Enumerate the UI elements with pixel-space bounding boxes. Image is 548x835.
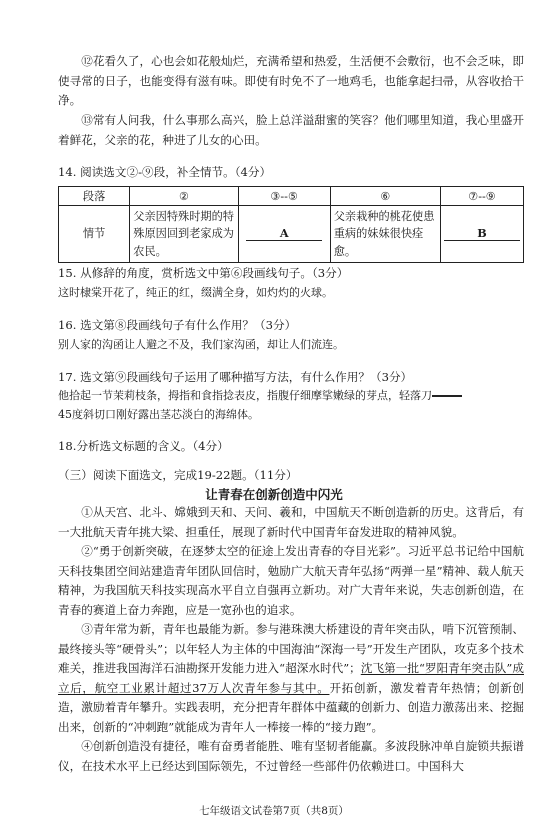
page-footer: 七年级语文试卷第7页（共8页） [199,805,349,817]
question-15: 15. 从修辞的角度，赏析选文中第⑥段画线句子。（3分） [58,266,349,280]
paragraph-13: ⑬常有人问我，什么事那么高兴，脸上总洋溢甜蜜的笑容？他们哪里知道，我心里盛开着鲜花，父亲的花，种进了儿女的心田。 [58,113,524,147]
table-header-6: ⑥ [330,187,440,206]
table-header-3-5: ③--⑤ [238,187,330,206]
question-16: 16. 选文第⑧段画线句子有什么作用？（3分） [58,318,297,332]
article-paragraph-4: ④创新创造没有捷径，唯有奋勇者能胜、唯有坚韧者能赢。多波段脉冲单自旋锁共振谱仪，在技术水平上已经达到国际领先，不过曾经一些部件仍依赖进口。中国科大 [58,739,524,773]
answer-17-line2: 45度斜切口刚好露出茎芯淡白的海绵体。 [58,408,259,421]
underlined-sentence: 沈飞第一批“罗阳青年突击队”成立后，航空工业累计超过37万人次青年参与其中。 [58,661,524,695]
article-paragraph-2: ②“勇于创新突破，在逐梦太空的征途上发出青春的夺目光彩”。习近平总书记给中国航天科技集团空间站建造青年团队回信时，勉励广大航天青年弘扬“两弹一星”精神、载人航天精神，为我国航天科技实现高水平自立自强再立新功。对广大青年来说，失志创新创造，在青春的赛道上奋力奔跑，应是一宽孙也的追求。 [58,544,524,617]
answer-17-line1 [58,386,524,405]
plot-table [58,186,524,263]
question-14: 14. 阅读选文②-⑨段，补全情节。（4分） [58,165,272,179]
answer-15: 这时棣棠开花了，纯正的红，缀满全身，如灼灼的火球。 [58,286,333,299]
paragraph-12: ⑫花看久了，心也会如花般灿烂，充满希望和热爱，生活便不会敷衍，也不会乏味，即使寻常的日子，也能变得有滋有味。即使有时免不了一地鸡毛，也能拿起扫帚，从容收拾干净。 [58,54,524,107]
table-cell-6: 父亲栽种的桃花使患重病的妹妹很快痊愈。 [330,206,440,263]
blank-a[interactable]: A [246,226,322,241]
blank-b[interactable]: B [444,226,520,241]
article-title: 让青春在创新创造中闪光 [205,487,343,502]
dash-mark [432,395,462,397]
table-row-label: 情节 [59,206,130,263]
question-17: 17. 选文第⑨段画线句子运用了哪种描写方法，有什么作用？（3分） [58,370,413,384]
table-header-paragraph: 段落 [59,187,130,206]
table-header-2: ② [130,187,238,206]
table-header-7-9: ⑦--⑨ [441,187,524,206]
paragraph-3-part-2: 开拓创新，激发着青年热情；创新创造，激励着青年攀升。实践表明，充分把青年群体中蕴藏的创新力、创造力激荡出来、挖掘出来，创新的“冲刺跑”就能成为青年人一棒接一棒的“接力跑”。 [58,680,524,734]
article-paragraph-3 [58,620,524,737]
table-cell-3-5 [238,206,330,263]
answer-17-text: 他拾起一节茉莉枝条，拇指和食指捻表皮，指腹仔细摩挲嫩绿的芽点，轻落刀 [58,389,432,402]
answer-16: 别人家的沟函让人避之不及，我们家沟函，却让人们流连。 [58,338,344,351]
section-3-heading: （三）阅读下面选文，完成19-22题。（11分） [58,468,298,482]
question-18: 18.分析选文标题的含义。（4分） [58,439,229,453]
table-cell-7-9 [441,206,524,263]
paragraph-3-part-1: ③青年常为新，青年也最能为新。参与港珠澳大桥建设的青年突击队，啃下沉管预制、最终接头等“硬骨头”；以年轻人为主体的中国海油“深海一号”开发生产团队，攻克多个技术难关，推进我国海洋石油勘探开发能力进入“超深水时代”； [58,622,524,675]
article-paragraph-1: ①从天宫、北斗、嫦娥到天和、天问、羲和，中国航天不断创造新的历史。这背后，有一大批航天青年挑大梁、担重任，展现了新时代中国青年奋发进取的精神风貌。 [58,505,524,539]
table-cell-2: 父亲因特殊时期的特殊原因回到老家成为农民。 [130,206,238,263]
